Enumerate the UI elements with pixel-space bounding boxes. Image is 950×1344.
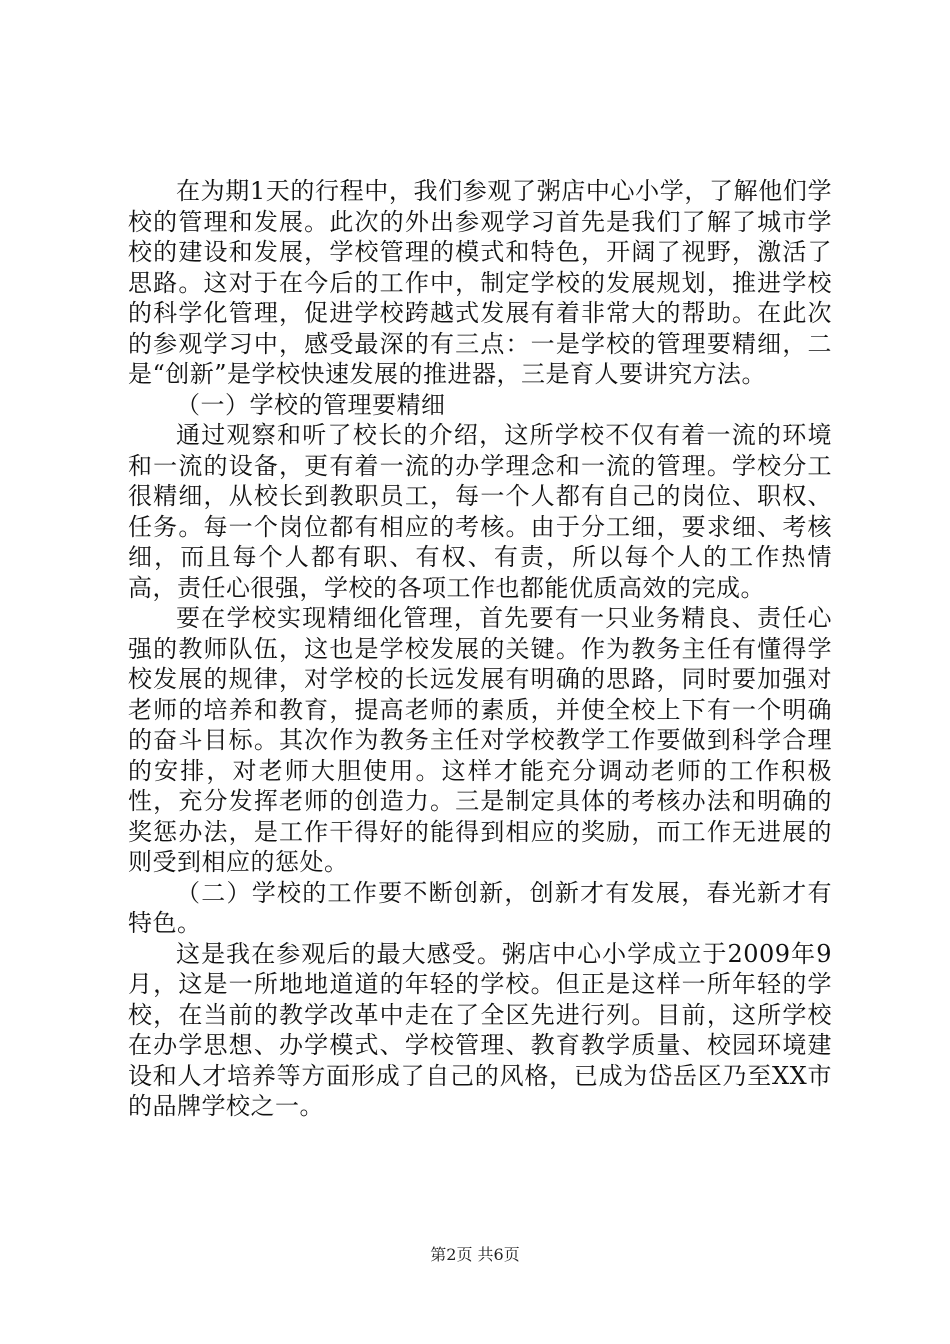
paragraph-management: 通过观察和听了校长的介绍，这所学校不仅有着一流的环境和一流的设备，更有着一流的办学理念和一流的管理。学校分工很精细，从校长到教职员工，每一个人都有自己的岗位、职权、任务。每一个岗位都有相应的考核。由于分工细，要求细、考核细，而且每个人都有职、有权、有责，所以每个人的工作热情高，责任心很强，学校的各项工作也都能优质高效的完成。 (128, 421, 832, 602)
section-heading-1: （一）学校的管理要精细 (176, 390, 446, 419)
paragraph-intro: 在为期1天的行程中，我们参观了粥店中心小学，了解他们学校的管理和发展。此次的外出参观学习首先是我们了解了城市学校的建设和发展，学校管理的模式和特色，开阔了视野，激活了思路。这对于在今后的工作中，制定学校的发展规划，推进学校的科学化管理，促进学校跨越式发展有着非常大的帮助。在此次的参观学习中，感受最深的有三点：一是学校的管理要精细，二是“创新”是学校快速发展的推进器，三是育人要讲究方法。 (128, 177, 832, 388)
paragraph-refined-management: 要在学校实现精细化管理，首先要有一只业务精良、责任心强的教师队伍，这也是学校发展的关键。作为教务主任有懂得学校发展的规律，对学校的长远发展有明确的思路，同时要加强对老师的培养和教育，提高老师的素质，并使全校上下有一个明确的奋斗目标。其次作为教务主任对学校教学工作要做到科学合理的安排，对老师大胆使用。这样才能充分调动老师的工作积极性，充分发挥老师的创造力。三是制定具体的考核办法和明确的奖惩办法，是工作干得好的能得到相应的奖励，而工作无进展的则受到相应的惩处。 (128, 604, 832, 876)
paragraph-innovation: 这是我在参观后的最大感受。粥店中心小学成立于2009年9月，这是一所地地道道的年轻的学校。但正是这样一所年轻的学校，在当前的教学改革中走在了全区先进行列。目前，这所学校在办学思想、办学模式、学校管理、教育教学质量、校园环境建设和人才培养等方面形成了自己的风格，已成为岱岳区乃至XX市的品牌学校之一。 (128, 939, 832, 1120)
page-number: 第2页 (430, 1245, 473, 1264)
section-heading-2: （二）学校的工作要不断创新，创新才有发展，春光新才有特色。 (128, 878, 832, 937)
document-body (128, 176, 832, 1122)
page-footer (0, 1245, 950, 1265)
page-total: 共6页 (477, 1245, 520, 1264)
